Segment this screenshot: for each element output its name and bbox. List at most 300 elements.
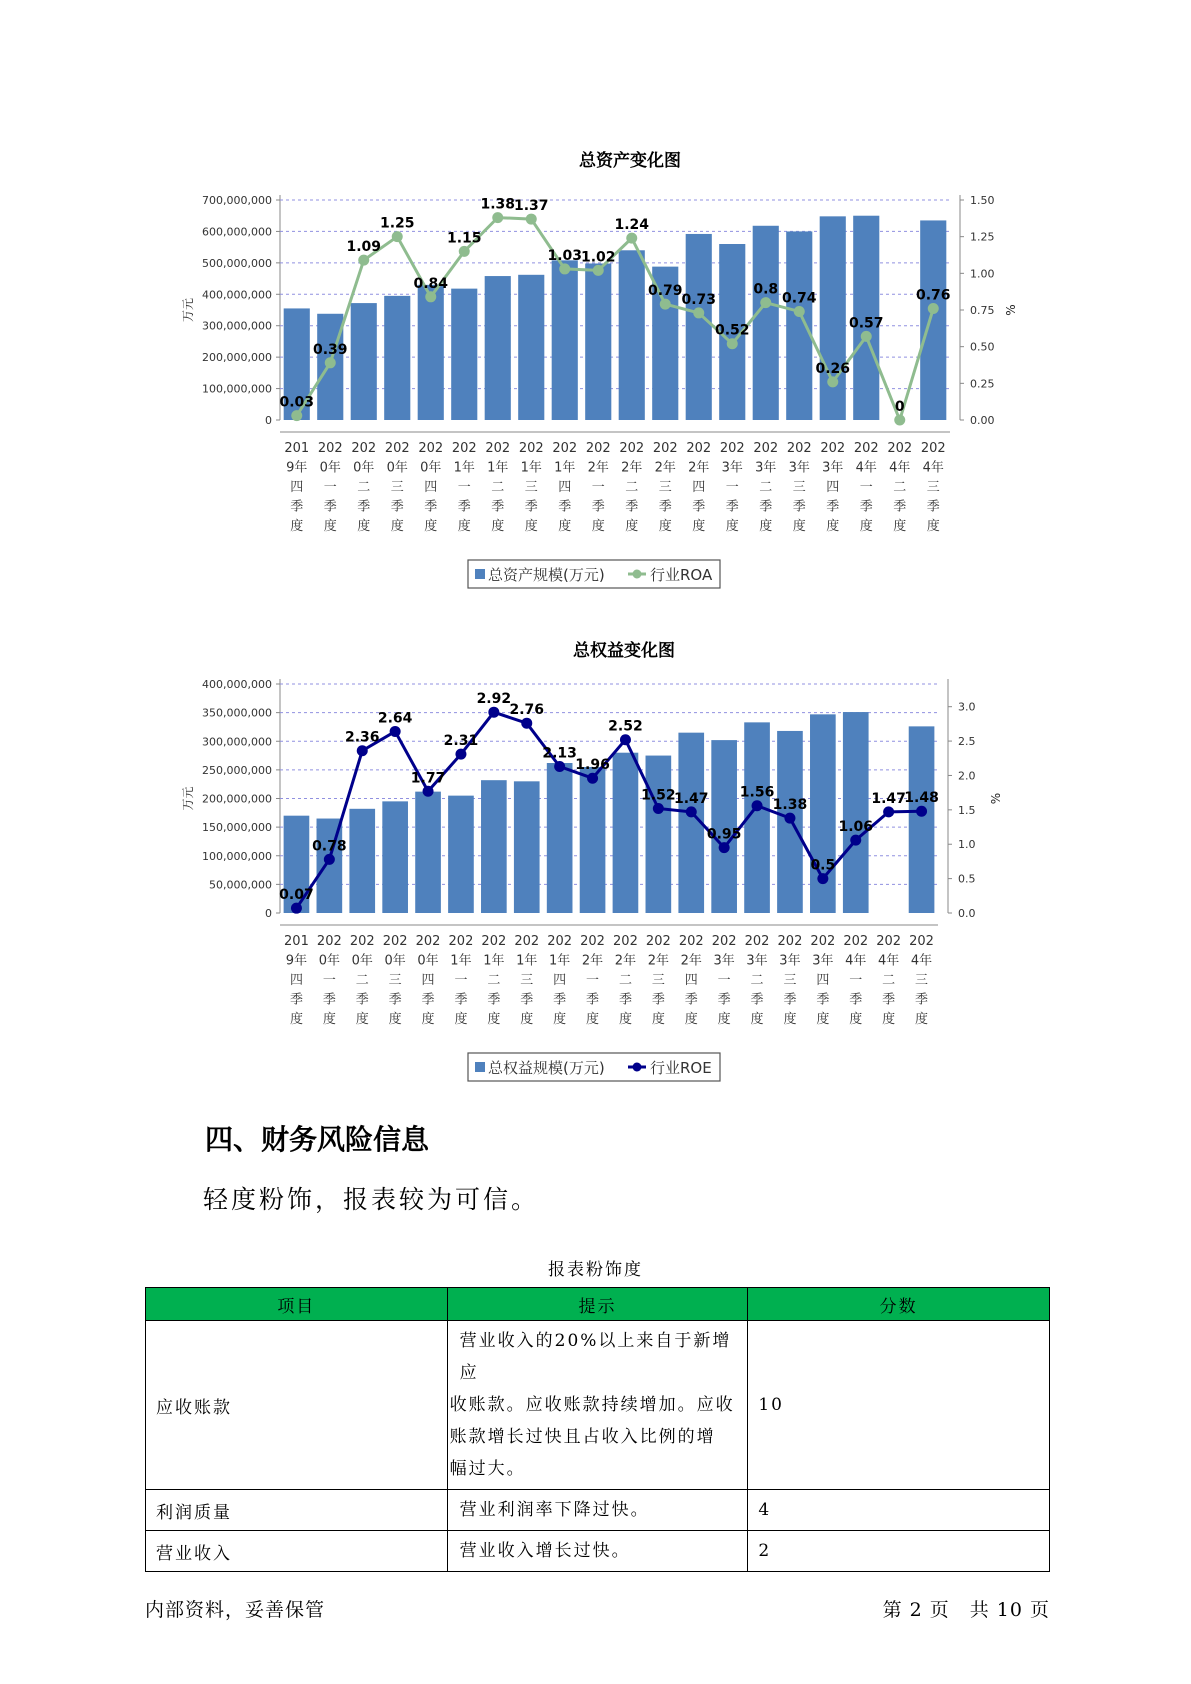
x-tick-label: 季 xyxy=(725,499,739,515)
x-tick-label: 202 xyxy=(514,934,540,949)
y-right-tick-label: 0.75 xyxy=(970,304,995,317)
data-label: 1.38 xyxy=(772,797,808,814)
x-tick-label: 202 xyxy=(843,934,869,949)
x-tick-label: 季 xyxy=(792,499,806,515)
x-tick-label: 四 xyxy=(558,480,572,495)
footer-confidential: 内部资料，妥善保管 xyxy=(145,1599,326,1621)
bar xyxy=(415,792,441,913)
series-point xyxy=(916,806,927,817)
x-tick-label: 度 xyxy=(792,519,806,534)
y-right-tick-label: 0.50 xyxy=(970,340,995,354)
x-tick-label: 一 xyxy=(586,973,600,988)
bar xyxy=(585,263,611,420)
bar xyxy=(485,276,511,420)
bar xyxy=(753,226,779,420)
data-label: 0.26 xyxy=(815,360,851,377)
legend-bar-swatch xyxy=(475,569,485,579)
data-label: 1.37 xyxy=(513,198,549,215)
x-tick-label: 四 xyxy=(826,480,840,495)
x-tick-label: 度 xyxy=(893,519,907,534)
x-tick-label: 度 xyxy=(725,519,739,534)
bar xyxy=(384,296,410,420)
series-point xyxy=(861,331,872,342)
y-right-tick-label: 1.5 xyxy=(958,803,976,817)
data-label: 0.07 xyxy=(279,887,314,904)
x-tick-label: 202 xyxy=(820,441,846,456)
data-label: 1.47 xyxy=(673,790,709,807)
x-tick-label: 季 xyxy=(553,992,567,1008)
x-tick-label: 季 xyxy=(421,992,435,1008)
section-title: 四、财务风险信息 xyxy=(205,1123,430,1156)
bar xyxy=(920,220,946,420)
x-tick-label: 度 xyxy=(651,1012,665,1027)
data-label: 1.48 xyxy=(904,790,939,807)
total-equity-chart-svg xyxy=(0,636,1191,1091)
series-point xyxy=(492,212,503,223)
x-tick-label: 202 xyxy=(686,441,712,456)
x-tick-label: 二 xyxy=(759,480,773,495)
x-tick-label: 度 xyxy=(454,1012,468,1027)
x-tick-label: 三 xyxy=(658,480,672,495)
series-point xyxy=(554,761,565,772)
series-point xyxy=(392,231,403,242)
data-label: 2.92 xyxy=(476,691,512,708)
x-tick-label: 0年 xyxy=(319,460,341,476)
x-tick-label: 202 xyxy=(786,441,812,456)
x-tick-label: 季 xyxy=(289,992,303,1008)
bar xyxy=(448,796,474,913)
x-tick-label: 202 xyxy=(909,934,934,949)
x-tick-label: 季 xyxy=(692,499,706,515)
y-left-tick-label: 200,000,000 xyxy=(202,792,272,806)
data-label: 1.96 xyxy=(575,757,610,774)
x-tick-label: 1年 xyxy=(453,460,475,476)
x-tick-label: 202 xyxy=(351,441,377,456)
x-tick-label: 202 xyxy=(580,934,605,949)
y-axis-right-label: % xyxy=(1004,304,1018,316)
x-tick-label: 四 xyxy=(421,973,435,988)
series-point xyxy=(784,813,795,824)
y-left-tick-label: 400,000,000 xyxy=(202,678,272,691)
x-tick-label: 202 xyxy=(920,441,946,456)
data-label: 0.76 xyxy=(915,287,951,304)
series-point xyxy=(593,265,604,276)
x-tick-label: 202 xyxy=(518,441,544,456)
x-tick-label: 季 xyxy=(625,499,639,515)
x-tick-label: 度 xyxy=(487,1012,501,1027)
x-tick-label: 四 xyxy=(290,480,304,495)
bar xyxy=(552,260,578,420)
table-row xyxy=(146,1490,1050,1531)
table-row xyxy=(146,1531,1050,1572)
tip-line: 营业收入增长过快。 xyxy=(459,1541,631,1561)
legend-bar-label: 总权益规模(万元) xyxy=(488,1059,605,1077)
x-tick-label: 3年 xyxy=(713,953,735,969)
x-tick-label: 2年 xyxy=(688,460,710,476)
footer-page-number: 第 2 页 共 10 页 xyxy=(882,1599,1050,1621)
x-tick-label: 二 xyxy=(893,480,907,495)
bar xyxy=(619,250,645,420)
y-axis-left-label: 万元 xyxy=(181,786,195,811)
x-tick-label: 度 xyxy=(553,1012,567,1027)
x-tick-label: 202 xyxy=(552,441,578,456)
tip-line: 幅过大。 xyxy=(449,1459,526,1479)
row-score: 10 xyxy=(748,1321,1050,1490)
row-tip xyxy=(447,1531,748,1572)
x-tick-label: 1年 xyxy=(549,953,571,969)
y-left-tick-label: 200,000,000 xyxy=(202,351,272,365)
x-tick-label: 三 xyxy=(783,973,797,988)
x-tick-label: 一 xyxy=(323,480,337,495)
data-label: 1.47 xyxy=(871,790,906,807)
x-tick-label: 度 xyxy=(717,1012,731,1027)
x-tick-label: 3年 xyxy=(788,460,810,476)
series-point xyxy=(752,800,763,811)
x-tick-label: 3年 xyxy=(721,460,743,476)
y-right-tick-label: 2.5 xyxy=(958,735,976,749)
table-header-row xyxy=(146,1288,1050,1321)
y-right-tick-label: 1.0 xyxy=(958,838,976,852)
y-axis-left-label: 万元 xyxy=(181,297,195,323)
data-label: 1.02 xyxy=(580,249,616,266)
x-tick-label: 度 xyxy=(750,1012,764,1027)
series-point xyxy=(358,255,369,266)
x-tick-label: 季 xyxy=(487,992,501,1008)
x-tick-label: 度 xyxy=(357,519,371,534)
x-tick-label: 2年 xyxy=(680,953,702,969)
x-tick-label: 度 xyxy=(625,519,639,534)
bar xyxy=(580,767,606,913)
x-tick-label: 季 xyxy=(859,499,873,515)
x-tick-label: 0年 xyxy=(417,953,439,969)
x-tick-label: 季 xyxy=(750,992,764,1008)
x-tick-label: 度 xyxy=(421,1012,435,1027)
header-item: 项目 xyxy=(146,1288,448,1321)
x-tick-label: 一 xyxy=(457,480,471,495)
x-tick-label: 201 xyxy=(284,441,310,456)
data-label: 0.52 xyxy=(714,322,750,339)
data-label: 0.84 xyxy=(413,275,449,292)
x-tick-label: 202 xyxy=(547,934,573,949)
x-tick-label: 三 xyxy=(388,973,402,988)
x-tick-label: 202 xyxy=(613,934,638,949)
x-tick-label: 季 xyxy=(926,499,940,515)
x-tick-label: 度 xyxy=(390,519,404,534)
x-tick-label: 四 xyxy=(684,973,698,988)
x-tick-label: 季 xyxy=(390,499,404,515)
x-tick-label: 0年 xyxy=(353,460,375,476)
series-point xyxy=(894,415,905,426)
x-tick-label: 三 xyxy=(651,973,665,988)
x-tick-label: 202 xyxy=(876,934,902,949)
series-point xyxy=(488,707,499,718)
x-tick-label: 季 xyxy=(323,499,337,515)
series-point xyxy=(626,233,637,244)
x-tick-label: 季 xyxy=(826,499,840,515)
data-label: 1.38 xyxy=(480,196,516,213)
bar xyxy=(451,289,477,420)
series-point xyxy=(794,306,805,317)
y-left-tick-label: 700,000,000 xyxy=(202,194,272,207)
table-caption: 报表粉饰度 xyxy=(548,1260,643,1280)
row-item: 利润质量 xyxy=(146,1490,448,1531)
series-point xyxy=(455,749,466,760)
series-point xyxy=(559,263,570,274)
legend-line-marker xyxy=(633,1063,642,1072)
x-tick-label: 202 xyxy=(810,934,836,949)
x-tick-label: 一 xyxy=(591,480,605,495)
chart-title: 总资产变化图 xyxy=(579,151,681,171)
series-point xyxy=(425,291,436,302)
x-tick-label: 一 xyxy=(859,480,873,495)
x-tick-label: 1年 xyxy=(450,953,472,969)
x-tick-label: 2年 xyxy=(581,953,604,969)
bar xyxy=(418,285,444,420)
series-point xyxy=(587,773,598,784)
x-tick-label: 度 xyxy=(491,519,505,534)
tip-line: 营业收入的20%以上来自于新增应 xyxy=(459,1331,732,1383)
x-tick-label: 季 xyxy=(454,992,468,1008)
x-tick-label: 季 xyxy=(322,992,336,1008)
x-tick-label: 度 xyxy=(289,1012,303,1027)
x-tick-label: 季 xyxy=(357,499,371,515)
risk-table xyxy=(145,1287,1050,1572)
x-tick-label: 202 xyxy=(451,441,477,456)
x-tick-label: 1年 xyxy=(554,460,576,476)
total-assets-chart-svg xyxy=(0,140,1191,595)
series-point xyxy=(521,718,532,729)
series-point xyxy=(686,806,697,817)
x-tick-label: 度 xyxy=(926,519,940,534)
bar xyxy=(843,712,869,913)
x-tick-label: 0年 xyxy=(351,953,373,969)
y-right-tick-label: 0.25 xyxy=(970,377,995,391)
data-label: 0.39 xyxy=(312,341,348,358)
y-left-tick-label: 600,000,000 xyxy=(202,225,272,239)
legend-line-marker xyxy=(633,570,642,579)
x-tick-label: 202 xyxy=(349,934,375,949)
legend-line-label: 行业ROA xyxy=(650,566,713,584)
x-tick-label: 季 xyxy=(893,499,907,515)
data-label: 2.36 xyxy=(344,729,380,746)
x-tick-label: 202 xyxy=(719,441,745,456)
x-tick-label: 度 xyxy=(658,519,672,534)
x-tick-label: 202 xyxy=(384,441,410,456)
series-point xyxy=(324,854,335,865)
bar xyxy=(349,809,375,913)
x-tick-label: 202 xyxy=(619,441,645,456)
series-point xyxy=(883,806,894,817)
x-tick-label: 4年 xyxy=(910,953,933,969)
x-tick-label: 一 xyxy=(849,973,863,988)
row-tip xyxy=(447,1490,748,1531)
x-tick-label: 季 xyxy=(658,499,672,515)
data-label: 1.06 xyxy=(838,819,874,836)
y-left-tick-label: 300,000,000 xyxy=(202,319,272,333)
row-score: 2 xyxy=(748,1531,1050,1572)
x-tick-label: 1年 xyxy=(487,460,509,476)
x-tick-label: 202 xyxy=(485,441,511,456)
x-tick-label: 度 xyxy=(322,1012,336,1027)
x-tick-label: 202 xyxy=(853,441,879,456)
x-tick-label: 季 xyxy=(759,499,773,515)
bar xyxy=(786,231,812,420)
x-tick-label: 202 xyxy=(678,934,704,949)
series-point xyxy=(817,873,828,884)
bar xyxy=(481,780,507,913)
x-tick-label: 202 xyxy=(481,934,507,949)
x-tick-label: 1年 xyxy=(520,460,542,476)
x-tick-label: 三 xyxy=(915,973,929,988)
y-left-tick-label: 300,000,000 xyxy=(202,735,272,749)
data-label: 0.57 xyxy=(848,315,884,332)
series-point xyxy=(719,842,730,853)
x-tick-label: 四 xyxy=(424,480,438,495)
x-tick-label: 度 xyxy=(355,1012,369,1027)
x-tick-label: 度 xyxy=(783,1012,797,1027)
x-tick-label: 202 xyxy=(382,934,408,949)
row-tip xyxy=(447,1321,748,1490)
x-tick-label: 9年 xyxy=(286,460,308,476)
x-tick-label: 202 xyxy=(753,441,779,456)
x-tick-label: 0年 xyxy=(318,953,340,969)
data-label: 0.79 xyxy=(647,283,683,300)
bar xyxy=(820,216,846,420)
series-point xyxy=(291,903,302,914)
x-tick-label: 202 xyxy=(316,934,342,949)
x-tick-label: 4年 xyxy=(845,953,867,969)
series-point xyxy=(390,726,401,737)
y-right-tick-label: 0.00 xyxy=(970,414,995,427)
bar xyxy=(382,801,408,913)
x-tick-label: 二 xyxy=(750,973,764,988)
x-tick-label: 季 xyxy=(816,992,830,1008)
x-tick-label: 二 xyxy=(625,480,639,495)
tip-line: 账款增长过快且占收入比例的增 xyxy=(449,1427,716,1447)
data-label: 0.73 xyxy=(681,291,717,308)
series-point xyxy=(653,803,664,814)
data-label: 1.09 xyxy=(346,239,382,256)
x-tick-label: 三 xyxy=(524,480,538,495)
data-label: 1.24 xyxy=(614,217,650,234)
legend-bar-swatch xyxy=(475,1062,485,1072)
x-tick-label: 202 xyxy=(448,934,474,949)
x-tick-label: 2年 xyxy=(647,953,669,969)
data-label: 0.78 xyxy=(312,838,347,855)
x-tick-label: 一 xyxy=(717,973,731,988)
x-tick-label: 四 xyxy=(816,973,830,988)
x-tick-label: 二 xyxy=(487,973,501,988)
x-tick-label: 季 xyxy=(915,992,929,1008)
y-left-tick-label: 100,000,000 xyxy=(202,849,272,863)
data-label: 2.64 xyxy=(377,710,413,727)
data-label: 0.03 xyxy=(279,394,315,411)
series-point xyxy=(727,338,738,349)
data-label: 0.74 xyxy=(781,290,817,307)
bar xyxy=(547,763,573,913)
series-point xyxy=(526,214,537,225)
x-tick-label: 度 xyxy=(290,519,304,534)
chart-title: 总权益变化图 xyxy=(573,641,675,661)
x-tick-label: 度 xyxy=(618,1012,632,1027)
series-point xyxy=(660,299,671,310)
x-tick-label: 季 xyxy=(355,992,369,1008)
x-tick-label: 季 xyxy=(684,992,698,1008)
series-point xyxy=(827,376,838,387)
x-tick-label: 度 xyxy=(859,519,873,534)
bar xyxy=(351,303,377,420)
x-tick-label: 二 xyxy=(882,973,896,988)
x-tick-label: 三 xyxy=(390,480,404,495)
bar xyxy=(613,753,639,913)
x-tick-label: 度 xyxy=(524,519,538,534)
data-label: 2.76 xyxy=(509,702,545,719)
series-point xyxy=(693,307,704,318)
y-right-tick-label: 0.5 xyxy=(958,872,976,886)
bar xyxy=(646,756,672,913)
x-tick-label: 季 xyxy=(651,992,665,1008)
x-tick-label: 9年 xyxy=(285,953,308,969)
data-label: 1.52 xyxy=(641,787,676,804)
y-left-tick-label: 400,000,000 xyxy=(202,288,272,302)
x-tick-label: 二 xyxy=(491,480,505,495)
x-tick-label: 202 xyxy=(652,441,678,456)
y-right-tick-label: 3.0 xyxy=(958,700,976,714)
x-tick-label: 0年 xyxy=(420,460,442,476)
header-score: 分数 xyxy=(748,1288,1050,1321)
data-label: 2.13 xyxy=(542,745,577,762)
legend-line-label: 行业ROE xyxy=(650,1059,712,1077)
tip-line: 收账款。应收账款持续增加。应收 xyxy=(449,1395,735,1415)
row-item: 应收账款 xyxy=(146,1321,448,1490)
y-axis-right-label: % xyxy=(989,792,1003,805)
series-point xyxy=(325,357,336,368)
data-label: 0.8 xyxy=(753,281,779,298)
x-tick-label: 度 xyxy=(692,519,706,534)
y-right-tick-label: 0.0 xyxy=(958,907,976,920)
data-label: 0 xyxy=(894,399,905,415)
x-tick-label: 季 xyxy=(618,992,632,1008)
x-tick-label: 2年 xyxy=(654,460,676,476)
x-tick-label: 202 xyxy=(887,441,913,456)
data-label: 1.15 xyxy=(446,230,482,247)
x-tick-label: 0年 xyxy=(386,460,408,476)
x-tick-label: 四 xyxy=(289,973,303,988)
total-assets-chart xyxy=(0,140,1191,595)
x-tick-label: 2年 xyxy=(587,460,609,476)
row-item: 营业收入 xyxy=(146,1531,448,1572)
x-tick-label: 202 xyxy=(317,441,343,456)
x-tick-label: 季 xyxy=(524,499,538,515)
x-tick-label: 季 xyxy=(783,992,797,1008)
data-label: 0.5 xyxy=(810,857,836,874)
data-label: 1.25 xyxy=(379,215,415,232)
bar xyxy=(686,234,712,420)
y-left-tick-label: 0 xyxy=(265,414,272,427)
y-right-tick-label: 1.50 xyxy=(970,194,995,207)
x-tick-label: 度 xyxy=(849,1012,863,1027)
x-tick-label: 度 xyxy=(323,519,337,534)
x-tick-label: 度 xyxy=(882,1012,896,1027)
x-tick-label: 三 xyxy=(792,480,806,495)
risk-summary: 轻度粉饰，报表较为可信。 xyxy=(203,1185,540,1214)
x-tick-label: 季 xyxy=(591,499,605,515)
x-tick-label: 四 xyxy=(553,973,567,988)
y-left-tick-label: 50,000,000 xyxy=(209,878,272,892)
x-tick-label: 202 xyxy=(777,934,803,949)
x-tick-label: 1年 xyxy=(483,953,505,969)
y-right-tick-label: 1.25 xyxy=(970,230,995,244)
